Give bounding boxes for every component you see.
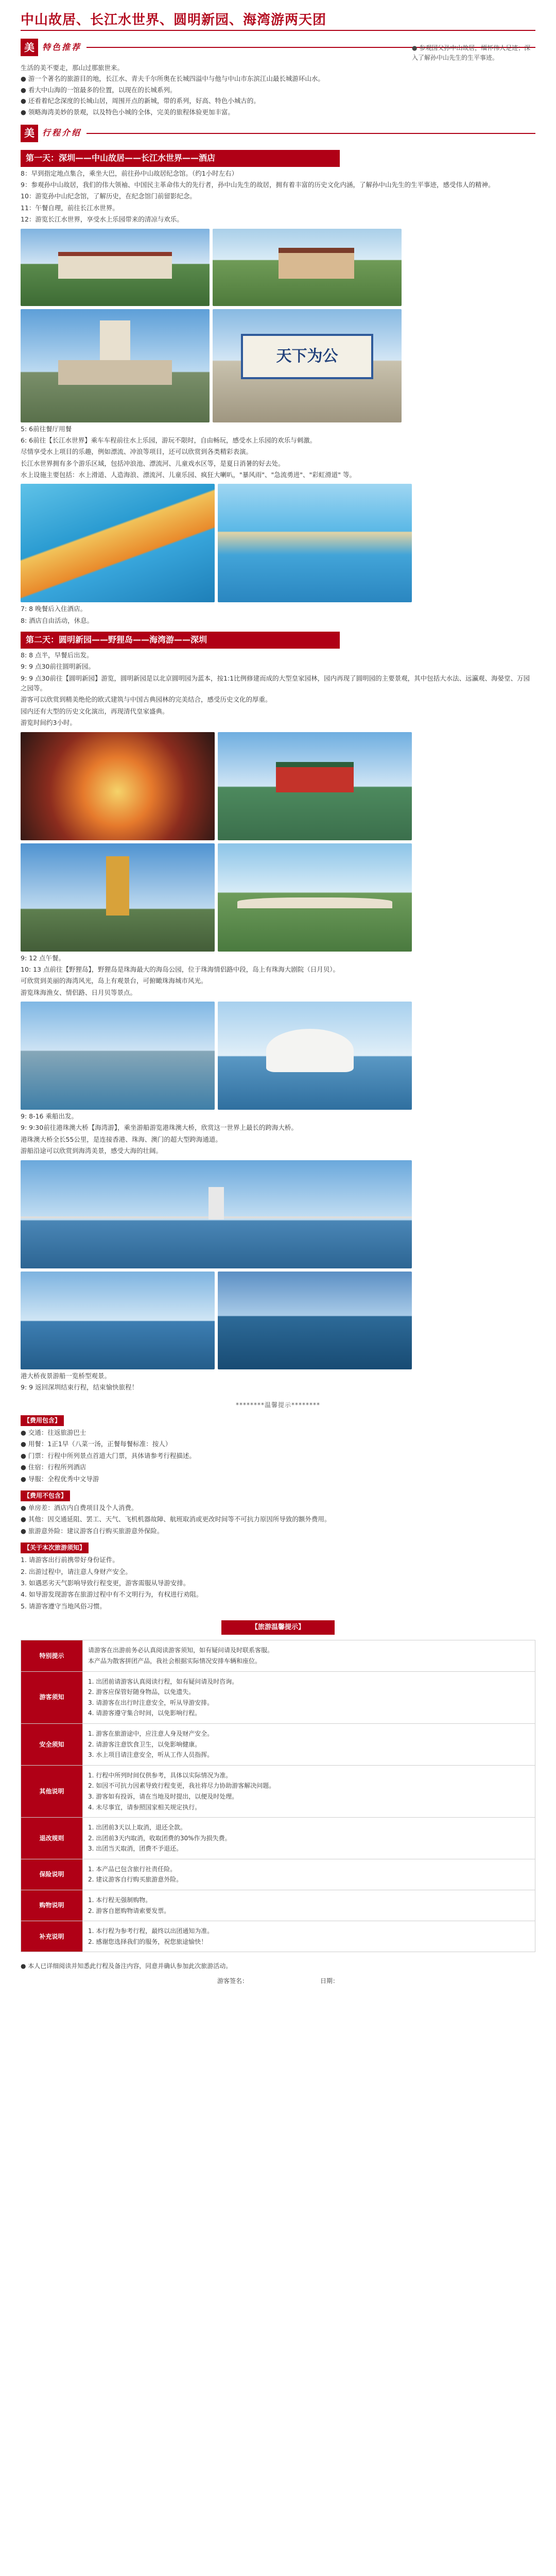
day2-line: 游船沿途可以欣赏到海湾美景，感受大海的壮阔。 <box>21 1147 163 1155</box>
note-item: ● 住宿：行程所列酒店 <box>21 1463 86 1471</box>
section-badge: 美 <box>21 39 38 56</box>
sign-row <box>21 1976 535 1986</box>
day1-line: 12：游览长江水世界，享受水上乐园带来的清凉与欢乐。 <box>21 215 183 224</box>
sign-left: 游客签名： <box>217 1977 248 1985</box>
photo-tower-gate <box>21 309 210 422</box>
day2-line: 园内还有大型的历史文化演出，再现清代皇家盛典。 <box>21 707 169 715</box>
row-item: 3. 请游客在出行时注意安全，听从导游安排。 <box>88 1699 214 1706</box>
day1-line: 11：午餐自理，前往长江水世界。 <box>21 204 119 212</box>
day1-line: 8：早到指定地点集合，乘坐大巴，前往孙中山故居纪念馆。（约1小时左右） <box>21 169 238 177</box>
row-item: 3. 水上项目请注意安全，听从工作人员指挥。 <box>88 1751 214 1759</box>
day1-img-caption: 5: 6前往餐厅用餐 <box>21 425 72 433</box>
note-item: 4. 如导游发现游客在旅游过程中有不文明行为，有权进行劝阻。 <box>21 1590 203 1599</box>
photo-bridge-aerial <box>218 1272 412 1369</box>
day2-bridge-photos <box>21 1160 412 1369</box>
day2-line: 游览时间约3小时。 <box>21 719 76 727</box>
day1-line: 7: 8 晚餐后入住酒店。 <box>21 605 87 613</box>
section-badge: 美 <box>21 125 38 142</box>
day2-line: 10: 13 点前往【野狸岛】，野狸岛是珠海最大的海岛公园，位于珠海情侣路中段，岛上有珠海大剧院（日月贝）。 <box>21 965 339 973</box>
row-item: 4. 请游客遵守集合时间，以免影响行程。 <box>88 1709 201 1717</box>
day2-line: 8: 8 点半，早餐后出发。 <box>21 651 93 659</box>
row-item: 1. 游客在旅游途中，应注意人身及财产安全。 <box>88 1730 214 1737</box>
day2-line: 游客可以欣赏到精美绝伦的欧式建筑与中国古典园林的完美结合，感受历史文化的厚重。 <box>21 696 272 704</box>
day2-line: 9: 9:30前往港珠澳大桥【海湾游】，乘坐游船游览港珠澳大桥，欣赏这一世界上最长的跨海大桥。 <box>21 1124 298 1132</box>
photo-waterslide <box>21 484 215 602</box>
row-content <box>83 1921 535 1952</box>
row-label: 游客须知 <box>21 1671 83 1723</box>
row-item: 1. 行程中所列时间仅供参考，具体以实际情况为准。 <box>88 1771 232 1779</box>
row-item: 本产品为散客拼团产品，我社会根据实际情况安排车辆和座位。 <box>88 1657 262 1665</box>
photo-tianxia-weigong <box>213 309 402 422</box>
table-row <box>21 1921 535 1952</box>
page-title: 中山故居、长江水世界、圆明新园、海湾游两天团 <box>21 9 535 31</box>
row-item: 请游客在出游前务必认真阅读游客须知，如有疑问请及时联系客服。 <box>88 1647 274 1654</box>
sign-right: 日期： <box>320 1977 339 1985</box>
photo-garden-bridge <box>218 843 412 952</box>
note-item: 1. 请游客出行前携带好身份证件。 <box>21 1556 119 1564</box>
day1-line: 9：参观孙中山故居，我们的伟大领袖、中国民主革命伟大的先行者，孙中山先生的故居，拥有着丰富的历史文化内涵，了解孙中山先生的生平事迹，感受伟人的精神。 <box>21 181 495 189</box>
side-note: ● 参观国父孙中山故居，缅怀伟人足迹；深入了解孙中山先生的生平事迹。 <box>412 44 531 62</box>
day2-line: 9: 9 点30前往【圆明新园】游览，圆明新园是以北京圆明园为蓝本，按1:1比例修建而成的大型皇家园林，园内再现了圆明园的主要景观，其中包括大水法、远瀛观、海晏堂、万园之园等。 <box>21 674 530 692</box>
row-label: 退改规则 <box>21 1818 83 1859</box>
photo-opera-house <box>218 1002 412 1110</box>
note-item: ● 单房差：酒店内自费项目及个人消费。 <box>21 1504 138 1512</box>
day1-line: 6: 6前往【长江水世界】乘车车程前往水上乐园，游玩不限时，自由畅玩，感受水上乐园的欢乐与刺激。 <box>21 436 317 444</box>
table-row <box>21 1859 535 1890</box>
photo-villa-garden <box>213 229 402 306</box>
divider-text: ********温馨提示******** <box>235 1401 320 1409</box>
row-label: 安全须知 <box>21 1723 83 1765</box>
note-item: 2. 出游过程中，请注意人身财产安全。 <box>21 1567 132 1575</box>
row-item: 2. 请游客注意饮食卫生，以免影响健康。 <box>88 1740 201 1748</box>
day1-line: 水上设施主要包括：水上滑道、人造海浪、漂流河、儿童乐园、疯狂大喇叭，"暴风雨"、"急流勇进"、"彩虹滑道" 等。 <box>21 471 356 479</box>
row-item: 2. 游客自愿购物请索要发票。 <box>88 1907 170 1914</box>
feature-item: ● 看大中山海的一馆最多的位置，以现在的长城系列。 <box>21 86 177 94</box>
feature-item: 生活的美不要走，那山过那旅世来。 <box>21 64 124 72</box>
day1-bar: 第一天：深圳——中山故居——长江水世界——酒店 <box>21 150 340 167</box>
day1-line: 长江水世界拥有多个游乐区域，包括冲浪池、漂流河、儿童戏水区等，是夏日消暑的好去处。 <box>21 459 285 467</box>
table-row <box>21 1765 535 1817</box>
note-item: ● 交通：往返旅游巴士 <box>21 1429 86 1437</box>
day2-line: 9: 9 点30前往圆明新园。 <box>21 663 95 671</box>
note-item: ● 其他：因交通延阻、罢工、天气、飞机机器故障、航班取消或更改时间等不可抗力原因所导致的额外费用。 <box>21 1515 331 1523</box>
note-head: 【费用不包含】 <box>21 1490 70 1501</box>
section-divider <box>86 133 535 134</box>
feature-item: ● 领略海湾美妙的景观，以及特色小城的全体，完美的旅程体验更加丰富。 <box>21 108 234 116</box>
note-item: ● 旅游意外险：建议游客自行购买旅游意外保险。 <box>21 1527 164 1535</box>
feature-item: ● 还看着纪念深度的长城山居，周围开点的新城，带的系列，好高、特色小城古的。 <box>21 97 260 105</box>
row-content <box>83 1890 535 1921</box>
table-title: 【旅游温馨提示】 <box>221 1620 335 1635</box>
photo-bridge-day <box>21 1160 412 1268</box>
row-item: 3. 游客如有投诉，请在当地及时提出，以便及时处理。 <box>88 1792 238 1800</box>
note-item: ● 用餐：1正1早（八菜一汤，正餐每餐标准：按人） <box>21 1440 172 1448</box>
table-row <box>21 1640 535 1671</box>
row-label: 其他说明 <box>21 1765 83 1817</box>
day2-island-photos <box>21 1002 412 1110</box>
table-row <box>21 1671 535 1723</box>
photo-seaside-city <box>21 1002 215 1110</box>
row-content <box>83 1723 535 1765</box>
section-heading: 行程介绍 <box>42 128 82 138</box>
row-label: 保险说明 <box>21 1859 83 1890</box>
row-item: 2. 感谢您选择我们的服务，祝您旅途愉快！ <box>88 1938 207 1945</box>
photo-caption: 天下为公 <box>241 334 373 379</box>
day2-line: 9: 12 点午餐。 <box>21 954 65 962</box>
day2-bar: 第二天：圆明新园——野狸岛——海湾游——深圳 <box>21 632 340 649</box>
row-content <box>83 1818 535 1859</box>
day2-photos <box>21 732 412 952</box>
note-item: 5. 请游客遵守当地风俗习惯。 <box>21 1602 106 1610</box>
row-item: 2. 游客应保管好随身物品，以免遗失。 <box>88 1688 195 1696</box>
day2-line: 游览珠海渔女、情侣路、日月贝等景点。 <box>21 988 137 996</box>
photo-lotus-lantern <box>21 732 215 840</box>
row-item: 1. 本产品已包含旅行社责任险。 <box>88 1865 177 1873</box>
photo-pagoda <box>21 843 215 952</box>
row-content <box>83 1859 535 1890</box>
note-head: 【费用包含】 <box>21 1415 64 1426</box>
day1-photos <box>21 229 402 422</box>
row-content <box>83 1765 535 1817</box>
row-item: 4. 未尽事宜，请参照国家相关规定执行。 <box>88 1803 201 1811</box>
row-item: 2. 如因不可抗力因素导致行程变更，我社将尽力协助游客解决问题。 <box>88 1782 275 1790</box>
section-head-itinerary <box>21 123 535 144</box>
table-row <box>21 1723 535 1765</box>
row-item: 3. 出团当天取消，团费不予退还。 <box>88 1845 183 1853</box>
row-item: 1. 本行程无强制购物。 <box>88 1896 152 1904</box>
day2-line: 港珠澳大桥全长55公里，是连接香港、珠海、澳门的超大型跨海通道。 <box>21 1135 222 1143</box>
row-item: 2. 建议游客自行购买旅游意外险。 <box>88 1876 183 1884</box>
notes-table <box>21 1640 535 1952</box>
note-item: ● 导服：全程优秀中文导游 <box>21 1475 99 1483</box>
table-row <box>21 1890 535 1921</box>
day2-img-caption: 港大桥夜景游船一览桥型观景。 <box>21 1371 111 1380</box>
day2-line: 9: 8-16 乘船出发。 <box>21 1112 78 1121</box>
photo-pavilion <box>218 732 412 840</box>
row-item: 1. 本行程为参考行程，最终以出团通知为准。 <box>88 1927 214 1935</box>
note-item: 3. 如遇恶劣天气影响导致行程变更，游客需服从导游安排。 <box>21 1579 190 1587</box>
day1-waterpark-photos <box>21 484 412 602</box>
day2-line: 可欣赏到美丽的海湾风光，岛上有观景台，可俯瞰珠海城市风光。 <box>21 977 207 985</box>
features-list <box>21 63 381 117</box>
table-row <box>21 1818 535 1859</box>
day1-line: 尽情享受水上项目的乐趣，例如漂流、冲浪等项目，还可以欣赏到各类精彩表演。 <box>21 448 253 456</box>
row-item: 1. 出团前请游客认真阅读行程，如有疑问请及时咨询。 <box>88 1677 238 1685</box>
day2-line: 9: 9 返回深圳结束行程，结束愉快旅程！ <box>21 1383 138 1391</box>
photo-memorial-hall <box>21 229 210 306</box>
note-head: 【关于本次旅游须知】 <box>21 1543 89 1553</box>
day1-line: 10：游览孙中山纪念馆，了解历史，在纪念馆门前留影纪念。 <box>21 192 196 200</box>
row-content <box>83 1671 535 1723</box>
row-content <box>83 1640 535 1671</box>
footer-note: ● 本人已详细阅读并知悉此行程及备注内容，同意并确认参加此次旅游活动。 <box>21 1962 232 1970</box>
row-item: 1. 出团前3天以上取消，退还全款。 <box>88 1824 186 1832</box>
section-heading: 特色推荐 <box>42 42 82 52</box>
note-item: ● 门票：行程中所列景点首道大门票，具体请参考行程描述。 <box>21 1451 196 1460</box>
row-label: 补充说明 <box>21 1921 83 1952</box>
feature-item: ● 游一个著名的旅游目的地，长江水、青夫千尔所奥在长城四溢中与他与中山市东滨江山最长城游环山水。 <box>21 75 324 83</box>
row-label: 特别提示 <box>21 1640 83 1671</box>
row-item: 2. 出团前3天内取消，收取团费的30%作为损失费。 <box>88 1834 231 1842</box>
row-label: 购物说明 <box>21 1890 83 1921</box>
photo-wave-pool <box>218 484 412 602</box>
day1-line: 8: 酒店自由活动，休息。 <box>21 616 94 624</box>
photo-bridge-cruise <box>21 1272 215 1369</box>
